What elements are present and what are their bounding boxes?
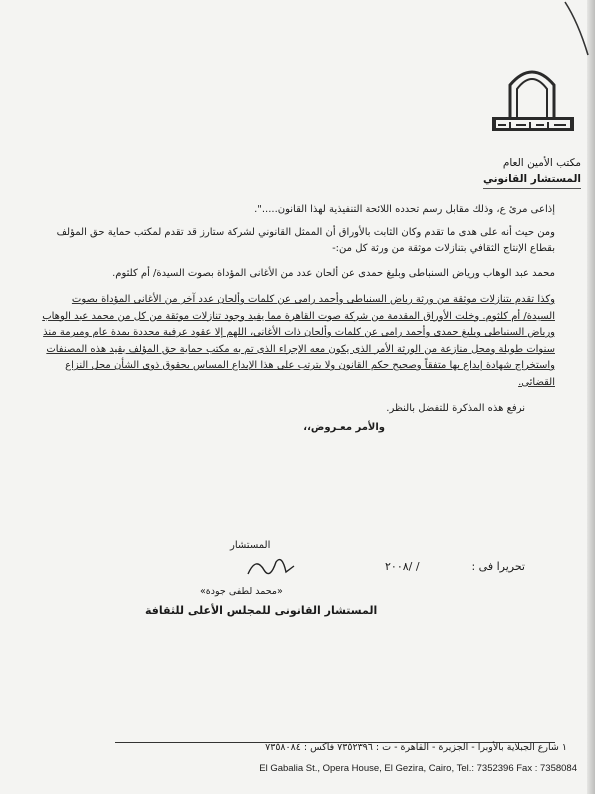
footer-address-arabic: ١ شارع الجبلاية بالأوبرا - الجزيرة - القاهرة - ت : ٧٣٥٢٣٩٦ فاكس : ٧٣٥٨٠٨٤: [265, 742, 567, 753]
handwritten-signature: [240, 552, 300, 584]
paragraph-composers: محمد عبد الوهاب ورياض السنباطى وبليغ حمدى عن ألحان عدد من الأغانى المؤداة بصوت السيدة/ أم كلثوم.: [112, 267, 555, 279]
footer-address-english: El Gabalia St., Opera House, El Gezira, Cairo, Tel.: 7352396 Fax : 7358084: [259, 763, 577, 774]
office-line-2: المستشار القانوني: [483, 171, 581, 189]
scan-edge: [587, 0, 595, 794]
signatory-position: المستشار القانونى للمجلس الأعلى للثقافة: [145, 604, 378, 617]
office-heading: [381, 155, 581, 189]
signature-title: المستشار: [230, 540, 271, 551]
date-label: تحريرا فى :: [471, 560, 525, 573]
regards-line: والأمر معـروض،،: [303, 421, 385, 433]
paragraph-claim: ومن حيث أنه على هدى ما تقدم وكان الثابت بالأوراق أن الممثل القانوني لشركة ستارز قد تقدم لمكتب حماية حق المؤلف بقطاع الإنتاج الثقافي بتنازلات موثقة من ورثة كل من:-: [56, 226, 555, 254]
signatory-name: «محمد لطفى جودة»: [200, 586, 283, 597]
office-line-1: مكتب الأمين العام: [502, 157, 581, 169]
opening-line: إذاعى مرئ ع، وذلك مقابل رسم تحدده اللائحة التنفيذية لهذا القانون.....".: [254, 204, 555, 215]
date-value: / /٢٠٠٨: [385, 560, 420, 573]
scan-mark: [560, 0, 595, 60]
paragraph-findings: وكذا تقدم بتنازلات موثقة من ورثة رياض السنباطى وأحمد رامى عن كلمات وألحان عدد آخر من الأغانى المؤداة بصوت السيدة/ أم كلثوم. وخلت الأوراق المقدمة من شركة صوت القاهرة مما يفيد وجود تنازلات موثقة من كل من محمد عبد الوهاب ورياض السنباطى وبليغ حمدى وأحمد رامى عن كلمات وألحان ذات الأغانى، اللهم إلا عقود عرفية محددة بمدة عام ومبرمة منذ سنوات طويلة ومحل منازعة من الورثة الأمر الذى يكون معه الإجراء الذى تم به مكتب حماية حق المؤلف بقيد هذه المصنفات واستخراج شهادة إيداع بها متفقاً وصحيح حكم القانون ولا يترتب على هذا الإيداع المساس بحقوق ذوى الشأن محل النزاع القضائى.: [42, 294, 555, 388]
council-logo: [490, 55, 575, 140]
submit-line: نرفع هذه المذكرة للتفضل بالنظر.: [386, 403, 525, 414]
memo-body: [40, 202, 555, 436]
